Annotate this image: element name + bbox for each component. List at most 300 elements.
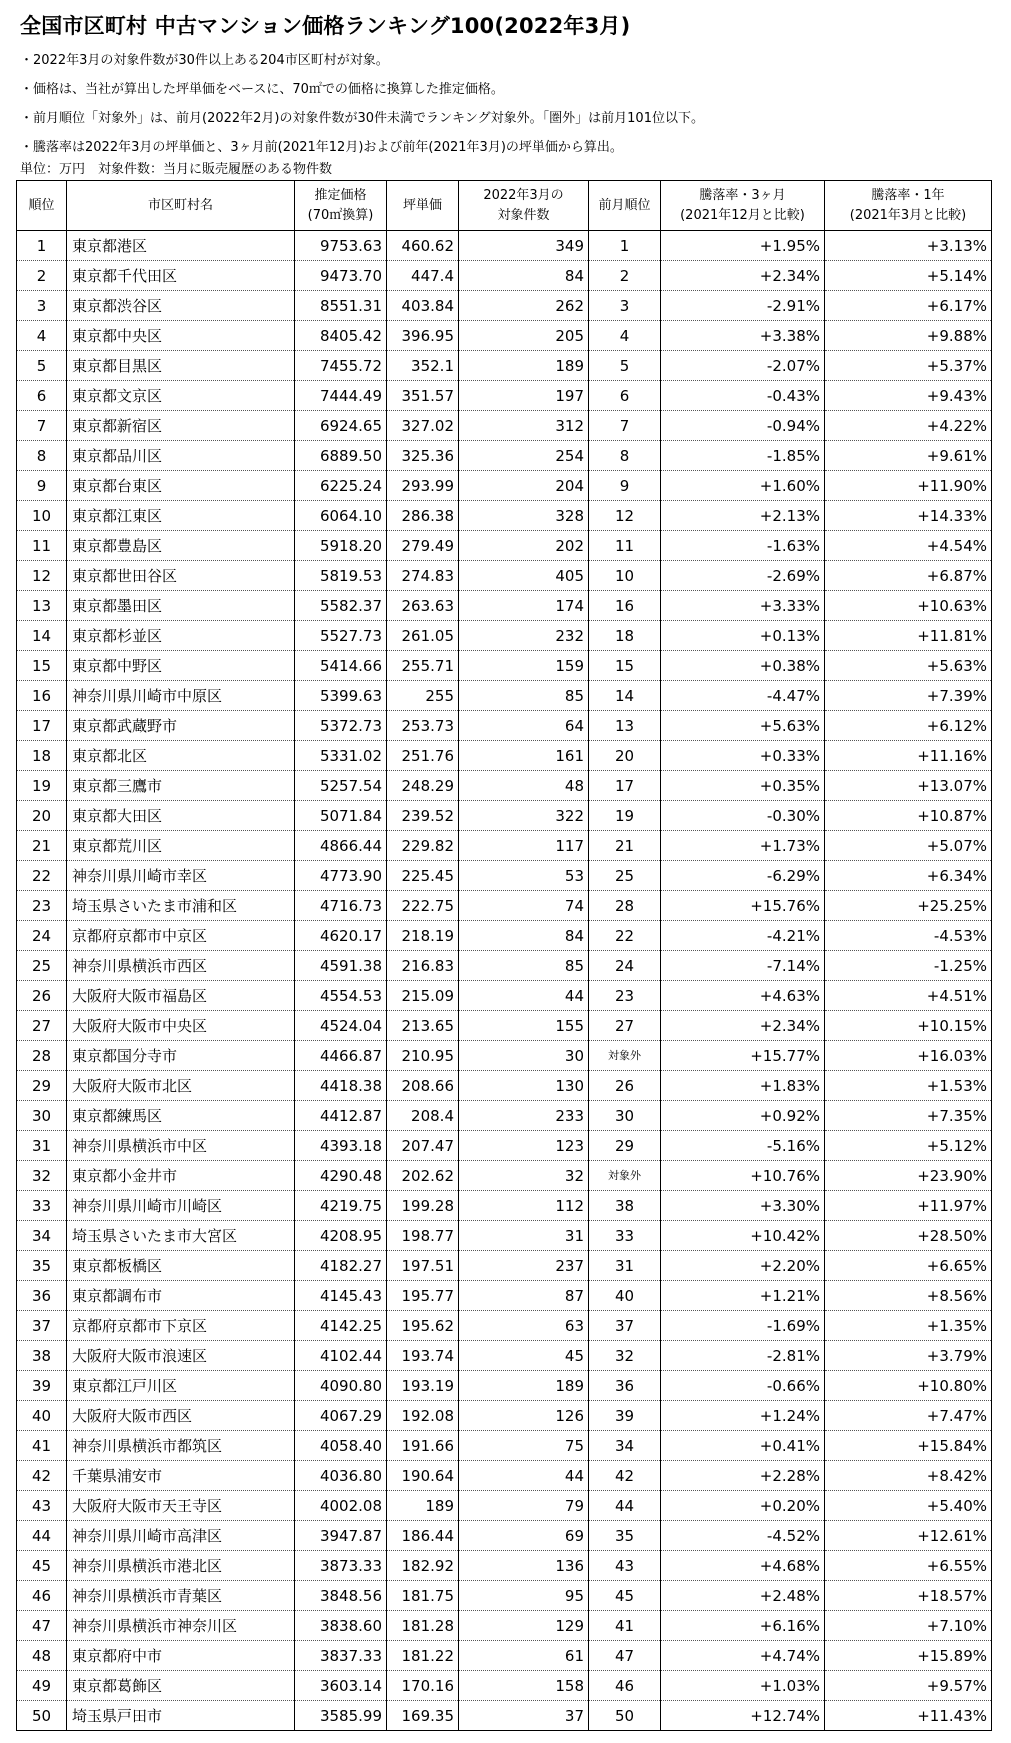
cell-name: 神奈川県横浜市港北区 bbox=[67, 1551, 295, 1581]
cell-price: 3947.87 bbox=[295, 1521, 387, 1551]
cell-name: 東京都江東区 bbox=[67, 501, 295, 531]
cell-rank: 29 bbox=[17, 1071, 67, 1101]
cell-change-1y: +5.40% bbox=[825, 1491, 992, 1521]
cell-count: 232 bbox=[459, 621, 589, 651]
cell-change-1y: +4.54% bbox=[825, 531, 992, 561]
cell-change-1y: +3.13% bbox=[825, 231, 992, 261]
cell-prev-rank: 6 bbox=[589, 381, 661, 411]
cell-name: 東京都墨田区 bbox=[67, 591, 295, 621]
cell-prev-rank: 47 bbox=[589, 1641, 661, 1671]
table-row bbox=[17, 1401, 992, 1431]
cell-tsubo: 192.08 bbox=[387, 1401, 459, 1431]
cell-count: 322 bbox=[459, 801, 589, 831]
cell-rank: 19 bbox=[17, 771, 67, 801]
cell-tsubo: 253.73 bbox=[387, 711, 459, 741]
table-row bbox=[17, 831, 992, 861]
cell-tsubo: 193.19 bbox=[387, 1371, 459, 1401]
cell-change-1y: +1.53% bbox=[825, 1071, 992, 1101]
cell-name: 東京都葛飾区 bbox=[67, 1671, 295, 1701]
cell-count: 262 bbox=[459, 291, 589, 321]
cell-price: 8551.31 bbox=[295, 291, 387, 321]
cell-price: 5071.84 bbox=[295, 801, 387, 831]
table-body bbox=[17, 231, 992, 1731]
cell-change-1y: +15.84% bbox=[825, 1431, 992, 1461]
cell-name: 東京都府中市 bbox=[67, 1641, 295, 1671]
cell-prev-rank: 28 bbox=[589, 891, 661, 921]
cell-change-3m: -0.66% bbox=[661, 1371, 825, 1401]
cell-price: 3837.33 bbox=[295, 1641, 387, 1671]
cell-tsubo: 199.28 bbox=[387, 1191, 459, 1221]
cell-prev-rank: 41 bbox=[589, 1611, 661, 1641]
cell-rank: 37 bbox=[17, 1311, 67, 1341]
cell-rank: 36 bbox=[17, 1281, 67, 1311]
cell-count: 189 bbox=[459, 351, 589, 381]
cell-change-3m: +15.77% bbox=[661, 1041, 825, 1071]
cell-rank: 41 bbox=[17, 1431, 67, 1461]
cell-rank: 34 bbox=[17, 1221, 67, 1251]
cell-price: 5372.73 bbox=[295, 711, 387, 741]
cell-count: 63 bbox=[459, 1311, 589, 1341]
cell-change-3m: +2.34% bbox=[661, 1011, 825, 1041]
cell-price: 7455.72 bbox=[295, 351, 387, 381]
cell-change-3m: +1.73% bbox=[661, 831, 825, 861]
cell-name: 東京都新宿区 bbox=[67, 411, 295, 441]
cell-tsubo: 229.82 bbox=[387, 831, 459, 861]
cell-price: 6924.65 bbox=[295, 411, 387, 441]
cell-tsubo: 181.28 bbox=[387, 1611, 459, 1641]
table-row bbox=[17, 651, 992, 681]
cell-name: 東京都荒川区 bbox=[67, 831, 295, 861]
cell-change-3m: +2.28% bbox=[661, 1461, 825, 1491]
table-row bbox=[17, 1011, 992, 1041]
cell-name: 東京都小金井市 bbox=[67, 1161, 295, 1191]
cell-prev-rank: 37 bbox=[589, 1311, 661, 1341]
cell-name: 東京都文京区 bbox=[67, 381, 295, 411]
cell-change-3m: +2.48% bbox=[661, 1581, 825, 1611]
cell-count: 159 bbox=[459, 651, 589, 681]
cell-prev-rank: 26 bbox=[589, 1071, 661, 1101]
cell-prev-rank: 32 bbox=[589, 1341, 661, 1371]
cell-change-3m: -5.16% bbox=[661, 1131, 825, 1161]
cell-change-3m: -2.07% bbox=[661, 351, 825, 381]
cell-price: 4591.38 bbox=[295, 951, 387, 981]
cell-rank: 31 bbox=[17, 1131, 67, 1161]
cell-rank: 25 bbox=[17, 951, 67, 981]
cell-change-1y: +9.61% bbox=[825, 441, 992, 471]
cell-count: 155 bbox=[459, 1011, 589, 1041]
cell-tsubo: 460.62 bbox=[387, 231, 459, 261]
cell-tsubo: 190.64 bbox=[387, 1461, 459, 1491]
header-tsubo: 坪単価 bbox=[387, 181, 459, 231]
cell-change-3m: +3.38% bbox=[661, 321, 825, 351]
cell-change-1y: +4.22% bbox=[825, 411, 992, 441]
table-row bbox=[17, 711, 992, 741]
table-row bbox=[17, 1521, 992, 1551]
cell-count: 37 bbox=[459, 1701, 589, 1731]
cell-change-3m: +3.33% bbox=[661, 591, 825, 621]
cell-change-1y: +5.37% bbox=[825, 351, 992, 381]
header-change-3m: 騰落率・3ヶ月 (2021年12月と比較) bbox=[661, 181, 825, 231]
cell-count: 312 bbox=[459, 411, 589, 441]
cell-count: 84 bbox=[459, 921, 589, 951]
cell-count: 84 bbox=[459, 261, 589, 291]
cell-price: 3585.99 bbox=[295, 1701, 387, 1731]
table-row bbox=[17, 1251, 992, 1281]
cell-change-3m: -0.30% bbox=[661, 801, 825, 831]
cell-name: 埼玉県戸田市 bbox=[67, 1701, 295, 1731]
cell-prev-rank: 40 bbox=[589, 1281, 661, 1311]
cell-prev-rank: 8 bbox=[589, 441, 661, 471]
cell-prev-rank: 7 bbox=[589, 411, 661, 441]
cell-change-1y: +8.42% bbox=[825, 1461, 992, 1491]
table-row bbox=[17, 381, 992, 411]
note-line: ・価格は、当社が算出した坪単価をベースに、70㎡での価格に換算した推定価格。 bbox=[20, 82, 504, 97]
cell-count: 61 bbox=[459, 1641, 589, 1671]
cell-change-1y: +10.80% bbox=[825, 1371, 992, 1401]
cell-tsubo: 181.75 bbox=[387, 1581, 459, 1611]
cell-change-1y: +9.57% bbox=[825, 1671, 992, 1701]
cell-prev-rank: 13 bbox=[589, 711, 661, 741]
cell-rank: 24 bbox=[17, 921, 67, 951]
cell-prev-rank: 5 bbox=[589, 351, 661, 381]
table-row bbox=[17, 1371, 992, 1401]
cell-name: 東京都調布市 bbox=[67, 1281, 295, 1311]
cell-rank: 16 bbox=[17, 681, 67, 711]
table-row bbox=[17, 1581, 992, 1611]
cell-change-3m: -6.29% bbox=[661, 861, 825, 891]
cell-tsubo: 239.52 bbox=[387, 801, 459, 831]
cell-rank: 5 bbox=[17, 351, 67, 381]
cell-tsubo: 222.75 bbox=[387, 891, 459, 921]
cell-name: 千葉県浦安市 bbox=[67, 1461, 295, 1491]
cell-price: 4058.40 bbox=[295, 1431, 387, 1461]
cell-rank: 45 bbox=[17, 1551, 67, 1581]
cell-price: 4620.17 bbox=[295, 921, 387, 951]
cell-tsubo: 181.22 bbox=[387, 1641, 459, 1671]
cell-count: 44 bbox=[459, 981, 589, 1011]
cell-rank: 32 bbox=[17, 1161, 67, 1191]
cell-prev-rank: 14 bbox=[589, 681, 661, 711]
cell-price: 4554.53 bbox=[295, 981, 387, 1011]
cell-price: 4002.08 bbox=[295, 1491, 387, 1521]
cell-count: 30 bbox=[459, 1041, 589, 1071]
cell-price: 4145.43 bbox=[295, 1281, 387, 1311]
cell-tsubo: 286.38 bbox=[387, 501, 459, 531]
cell-change-3m: -1.69% bbox=[661, 1311, 825, 1341]
table-row bbox=[17, 861, 992, 891]
cell-name: 埼玉県さいたま市浦和区 bbox=[67, 891, 295, 921]
cell-prev-rank: 42 bbox=[589, 1461, 661, 1491]
cell-price: 5399.63 bbox=[295, 681, 387, 711]
cell-price: 5918.20 bbox=[295, 531, 387, 561]
cell-change-3m: +0.33% bbox=[661, 741, 825, 771]
cell-name: 東京都練馬区 bbox=[67, 1101, 295, 1131]
cell-change-3m: +2.20% bbox=[661, 1251, 825, 1281]
cell-count: 64 bbox=[459, 711, 589, 741]
cell-rank: 12 bbox=[17, 561, 67, 591]
cell-prev-rank: 9 bbox=[589, 471, 661, 501]
cell-count: 75 bbox=[459, 1431, 589, 1461]
cell-price: 8405.42 bbox=[295, 321, 387, 351]
cell-change-1y: +7.10% bbox=[825, 1611, 992, 1641]
cell-name: 神奈川県川崎市中原区 bbox=[67, 681, 295, 711]
cell-prev-rank: 44 bbox=[589, 1491, 661, 1521]
cell-rank: 35 bbox=[17, 1251, 67, 1281]
cell-price: 3838.60 bbox=[295, 1611, 387, 1641]
cell-change-1y: +3.79% bbox=[825, 1341, 992, 1371]
cell-prev-rank: 27 bbox=[589, 1011, 661, 1041]
cell-name: 神奈川県横浜市西区 bbox=[67, 951, 295, 981]
cell-price: 4036.80 bbox=[295, 1461, 387, 1491]
cell-prev-rank: 22 bbox=[589, 921, 661, 951]
cell-change-3m: +1.95% bbox=[661, 231, 825, 261]
cell-tsubo: 279.49 bbox=[387, 531, 459, 561]
cell-count: 405 bbox=[459, 561, 589, 591]
cell-name: 神奈川県横浜市都筑区 bbox=[67, 1431, 295, 1461]
cell-change-1y: +1.35% bbox=[825, 1311, 992, 1341]
cell-count: 48 bbox=[459, 771, 589, 801]
cell-tsubo: 208.66 bbox=[387, 1071, 459, 1101]
cell-price: 4412.87 bbox=[295, 1101, 387, 1131]
cell-rank: 10 bbox=[17, 501, 67, 531]
cell-count: 44 bbox=[459, 1461, 589, 1491]
cell-tsubo: 170.16 bbox=[387, 1671, 459, 1701]
cell-tsubo: 293.99 bbox=[387, 471, 459, 501]
cell-name: 大阪府大阪市北区 bbox=[67, 1071, 295, 1101]
table-row bbox=[17, 1041, 992, 1071]
cell-count: 161 bbox=[459, 741, 589, 771]
cell-prev-rank: 23 bbox=[589, 981, 661, 1011]
cell-rank: 14 bbox=[17, 621, 67, 651]
cell-change-3m: -1.85% bbox=[661, 441, 825, 471]
cell-price: 4142.25 bbox=[295, 1311, 387, 1341]
cell-price: 6889.50 bbox=[295, 441, 387, 471]
cell-count: 349 bbox=[459, 231, 589, 261]
cell-name: 東京都渋谷区 bbox=[67, 291, 295, 321]
cell-change-3m: +2.13% bbox=[661, 501, 825, 531]
cell-rank: 1 bbox=[17, 231, 67, 261]
cell-tsubo: 447.4 bbox=[387, 261, 459, 291]
cell-change-3m: +5.63% bbox=[661, 711, 825, 741]
cell-change-1y: +6.87% bbox=[825, 561, 992, 591]
cell-tsubo: 198.77 bbox=[387, 1221, 459, 1251]
cell-price: 5331.02 bbox=[295, 741, 387, 771]
cell-change-3m: +1.21% bbox=[661, 1281, 825, 1311]
cell-tsubo: 195.62 bbox=[387, 1311, 459, 1341]
cell-count: 112 bbox=[459, 1191, 589, 1221]
table-row bbox=[17, 1221, 992, 1251]
cell-name: 東京都港区 bbox=[67, 231, 295, 261]
cell-name: 大阪府大阪市天王寺区 bbox=[67, 1491, 295, 1521]
note-line: ・騰落率は2022年3月の坪単価と、3ヶ月前(2021年12月)および前年(2021年3月)の坪単価から算出。 bbox=[20, 140, 623, 155]
cell-change-1y: +10.87% bbox=[825, 801, 992, 831]
header-prev-rank: 前月順位 bbox=[589, 181, 661, 231]
cell-change-1y: +9.43% bbox=[825, 381, 992, 411]
cell-prev-rank: 24 bbox=[589, 951, 661, 981]
cell-rank: 28 bbox=[17, 1041, 67, 1071]
cell-change-3m: -2.91% bbox=[661, 291, 825, 321]
cell-tsubo: 197.51 bbox=[387, 1251, 459, 1281]
cell-count: 237 bbox=[459, 1251, 589, 1281]
cell-name: 埼玉県さいたま市大宮区 bbox=[67, 1221, 295, 1251]
cell-tsubo: 216.83 bbox=[387, 951, 459, 981]
cell-tsubo: 255 bbox=[387, 681, 459, 711]
cell-change-3m: +10.42% bbox=[661, 1221, 825, 1251]
table-row bbox=[17, 1101, 992, 1131]
cell-name: 京都府京都市中京区 bbox=[67, 921, 295, 951]
cell-count: 205 bbox=[459, 321, 589, 351]
cell-name: 神奈川県横浜市神奈川区 bbox=[67, 1611, 295, 1641]
table-row bbox=[17, 621, 992, 651]
cell-count: 204 bbox=[459, 471, 589, 501]
cell-count: 254 bbox=[459, 441, 589, 471]
table-row bbox=[17, 1641, 992, 1671]
cell-count: 158 bbox=[459, 1671, 589, 1701]
cell-change-1y: +5.63% bbox=[825, 651, 992, 681]
cell-tsubo: 218.19 bbox=[387, 921, 459, 951]
cell-prev-rank: 1 bbox=[589, 231, 661, 261]
cell-name: 東京都北区 bbox=[67, 741, 295, 771]
cell-name: 東京都江戸川区 bbox=[67, 1371, 295, 1401]
table-row bbox=[17, 1071, 992, 1101]
notes bbox=[20, 46, 704, 162]
cell-prev-rank: 45 bbox=[589, 1581, 661, 1611]
cell-price: 4219.75 bbox=[295, 1191, 387, 1221]
cell-prev-rank: 36 bbox=[589, 1371, 661, 1401]
cell-change-1y: +11.16% bbox=[825, 741, 992, 771]
cell-tsubo: 191.66 bbox=[387, 1431, 459, 1461]
cell-prev-rank: 35 bbox=[589, 1521, 661, 1551]
table-row bbox=[17, 741, 992, 771]
cell-count: 69 bbox=[459, 1521, 589, 1551]
cell-change-3m: +1.03% bbox=[661, 1671, 825, 1701]
cell-name: 東京都豊島区 bbox=[67, 531, 295, 561]
header-price: 推定価格 (70㎡換算) bbox=[295, 181, 387, 231]
cell-change-1y: +5.14% bbox=[825, 261, 992, 291]
cell-rank: 18 bbox=[17, 741, 67, 771]
cell-rank: 8 bbox=[17, 441, 67, 471]
cell-rank: 30 bbox=[17, 1101, 67, 1131]
cell-rank: 11 bbox=[17, 531, 67, 561]
cell-name: 京都府京都市下京区 bbox=[67, 1311, 295, 1341]
cell-tsubo: 189 bbox=[387, 1491, 459, 1521]
cell-tsubo: 255.71 bbox=[387, 651, 459, 681]
cell-count: 197 bbox=[459, 381, 589, 411]
table-row bbox=[17, 921, 992, 951]
cell-change-3m: -7.14% bbox=[661, 951, 825, 981]
cell-change-1y: +14.33% bbox=[825, 501, 992, 531]
cell-change-1y: +12.61% bbox=[825, 1521, 992, 1551]
cell-price: 3848.56 bbox=[295, 1581, 387, 1611]
cell-tsubo: 169.35 bbox=[387, 1701, 459, 1731]
cell-name: 東京都武蔵野市 bbox=[67, 711, 295, 741]
cell-change-1y: +11.97% bbox=[825, 1191, 992, 1221]
table-row bbox=[17, 531, 992, 561]
cell-change-1y: +11.81% bbox=[825, 621, 992, 651]
cell-price: 4393.18 bbox=[295, 1131, 387, 1161]
cell-change-1y: +11.43% bbox=[825, 1701, 992, 1731]
table-row bbox=[17, 1311, 992, 1341]
cell-change-1y: +9.88% bbox=[825, 321, 992, 351]
cell-change-3m: -4.21% bbox=[661, 921, 825, 951]
cell-rank: 43 bbox=[17, 1491, 67, 1521]
cell-prev-rank: 11 bbox=[589, 531, 661, 561]
cell-price: 5257.54 bbox=[295, 771, 387, 801]
cell-price: 5527.73 bbox=[295, 621, 387, 651]
cell-change-3m: +15.76% bbox=[661, 891, 825, 921]
cell-name: 東京都国分寺市 bbox=[67, 1041, 295, 1071]
cell-prev-rank: 19 bbox=[589, 801, 661, 831]
note-line: ・2022年3月の対象件数が30件以上ある204市区町村が対象。 bbox=[20, 53, 389, 68]
cell-change-1y: +25.25% bbox=[825, 891, 992, 921]
cell-count: 45 bbox=[459, 1341, 589, 1371]
cell-rank: 7 bbox=[17, 411, 67, 441]
cell-rank: 33 bbox=[17, 1191, 67, 1221]
table-row bbox=[17, 351, 992, 381]
cell-name: 東京都三鷹市 bbox=[67, 771, 295, 801]
cell-tsubo: 248.29 bbox=[387, 771, 459, 801]
cell-change-1y: +15.89% bbox=[825, 1641, 992, 1671]
cell-change-1y: +28.50% bbox=[825, 1221, 992, 1251]
cell-tsubo: 182.92 bbox=[387, 1551, 459, 1581]
cell-count: 117 bbox=[459, 831, 589, 861]
page-title: 全国市区町村 中古マンション価格ランキング100(2022年3月) bbox=[20, 14, 631, 38]
table-row bbox=[17, 1161, 992, 1191]
cell-rank: 48 bbox=[17, 1641, 67, 1671]
cell-change-3m: -4.52% bbox=[661, 1521, 825, 1551]
cell-change-3m: +0.92% bbox=[661, 1101, 825, 1131]
cell-rank: 39 bbox=[17, 1371, 67, 1401]
cell-name: 東京都台東区 bbox=[67, 471, 295, 501]
cell-change-3m: +4.63% bbox=[661, 981, 825, 1011]
cell-change-3m: +10.76% bbox=[661, 1161, 825, 1191]
cell-change-1y: +5.12% bbox=[825, 1131, 992, 1161]
cell-rank: 3 bbox=[17, 291, 67, 321]
cell-change-3m: +0.41% bbox=[661, 1431, 825, 1461]
cell-tsubo: 202.62 bbox=[387, 1161, 459, 1191]
cell-rank: 9 bbox=[17, 471, 67, 501]
cell-rank: 4 bbox=[17, 321, 67, 351]
cell-rank: 13 bbox=[17, 591, 67, 621]
cell-tsubo: 263.63 bbox=[387, 591, 459, 621]
table-row bbox=[17, 1191, 992, 1221]
cell-change-3m: +4.74% bbox=[661, 1641, 825, 1671]
table-row bbox=[17, 981, 992, 1011]
cell-change-1y: +5.07% bbox=[825, 831, 992, 861]
cell-tsubo: 195.77 bbox=[387, 1281, 459, 1311]
cell-count: 233 bbox=[459, 1101, 589, 1131]
cell-change-3m: +1.60% bbox=[661, 471, 825, 501]
table-row bbox=[17, 261, 992, 291]
cell-name: 神奈川県横浜市中区 bbox=[67, 1131, 295, 1161]
cell-price: 9473.70 bbox=[295, 261, 387, 291]
cell-change-1y: -4.53% bbox=[825, 921, 992, 951]
table-row bbox=[17, 1341, 992, 1371]
cell-count: 31 bbox=[459, 1221, 589, 1251]
cell-price: 7444.49 bbox=[295, 381, 387, 411]
cell-name: 東京都世田谷区 bbox=[67, 561, 295, 591]
cell-change-1y: +7.47% bbox=[825, 1401, 992, 1431]
cell-prev-rank: 29 bbox=[589, 1131, 661, 1161]
cell-count: 85 bbox=[459, 681, 589, 711]
cell-rank: 42 bbox=[17, 1461, 67, 1491]
cell-change-3m: +1.24% bbox=[661, 1401, 825, 1431]
cell-name: 東京都品川区 bbox=[67, 441, 295, 471]
cell-name: 東京都板橋区 bbox=[67, 1251, 295, 1281]
table-row bbox=[17, 891, 992, 921]
cell-change-1y: +18.57% bbox=[825, 1581, 992, 1611]
cell-count: 123 bbox=[459, 1131, 589, 1161]
